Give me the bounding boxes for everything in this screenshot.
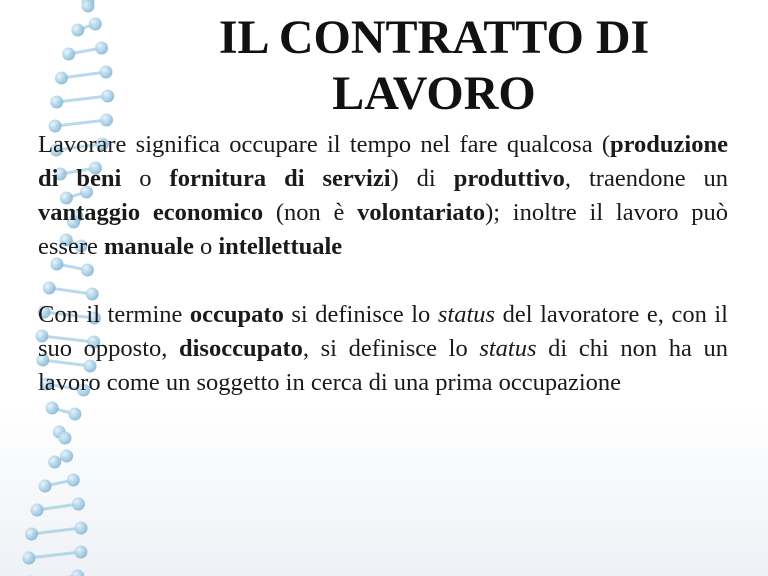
dna-node — [71, 570, 84, 576]
bold-term: manuale — [103, 233, 194, 260]
dna-node — [46, 402, 59, 415]
text-run: ) di — [390, 165, 454, 192]
paragraph-employment-status — [38, 298, 728, 400]
slide-body — [38, 128, 728, 400]
text-run: o — [193, 233, 219, 260]
dna-node — [22, 552, 35, 565]
dna-node — [62, 48, 75, 61]
dna-node — [89, 18, 102, 31]
dna-rung — [29, 552, 81, 558]
dna-node — [82, 0, 95, 13]
bold-term: volontariato — [357, 199, 486, 226]
paragraph-work-definition — [38, 128, 728, 264]
bold-term: vantaggio economico — [38, 199, 264, 226]
dna-node — [31, 504, 44, 517]
dna-node — [72, 498, 85, 511]
dna-node — [60, 450, 73, 463]
dna-node — [71, 24, 84, 37]
text-run: ); inoltre il lavoro può essere — [38, 199, 728, 260]
text-run: Con il termine — [38, 301, 190, 328]
slide-title — [150, 10, 718, 122]
dna-node — [101, 90, 114, 103]
dna-node — [48, 456, 61, 469]
dna-node — [75, 522, 88, 535]
bold-term: occupato — [189, 301, 284, 328]
text-run: Lavorare significa occupare il tempo nel fare qualcosa ( — [38, 131, 610, 158]
dna-node — [25, 528, 38, 541]
dna-node — [39, 480, 52, 493]
text-run: di chi non ha un lavoro come un soggetto in cerca di una prima occupazione — [38, 335, 728, 396]
text-run: , si definisce lo — [302, 335, 480, 362]
dna-node — [67, 474, 80, 487]
italic-term: status — [437, 301, 496, 328]
title-line-1: IL CONTRATTO DI — [218, 11, 650, 64]
text-run: , traendone un — [564, 165, 729, 192]
bold-term: disoccupato — [179, 335, 303, 362]
text-run: si definisce lo — [283, 301, 438, 328]
title-line-2: LAVORO — [332, 67, 536, 120]
bold-term: produzione di beni — [38, 131, 728, 192]
dna-rung — [55, 120, 106, 126]
dna-node — [95, 42, 108, 55]
bold-term: intellettuale — [218, 233, 343, 260]
dna-node — [58, 432, 71, 445]
dna-rung — [32, 528, 82, 534]
dna-node — [50, 96, 63, 109]
dna-rung — [57, 96, 108, 102]
bold-term: fornitura di servizi — [169, 165, 391, 192]
dna-node — [55, 72, 68, 85]
text-run: del lavoratore e, con il suo opposto, — [38, 301, 728, 362]
dna-node — [74, 546, 87, 559]
dna-rung — [61, 72, 106, 78]
dna-node — [68, 408, 81, 421]
dna-node — [99, 66, 112, 79]
text-run: (non è — [263, 199, 358, 226]
text-run: o — [121, 165, 170, 192]
bold-term: produttivo — [453, 165, 565, 192]
dna-node — [100, 114, 113, 127]
italic-term: status — [479, 335, 537, 362]
